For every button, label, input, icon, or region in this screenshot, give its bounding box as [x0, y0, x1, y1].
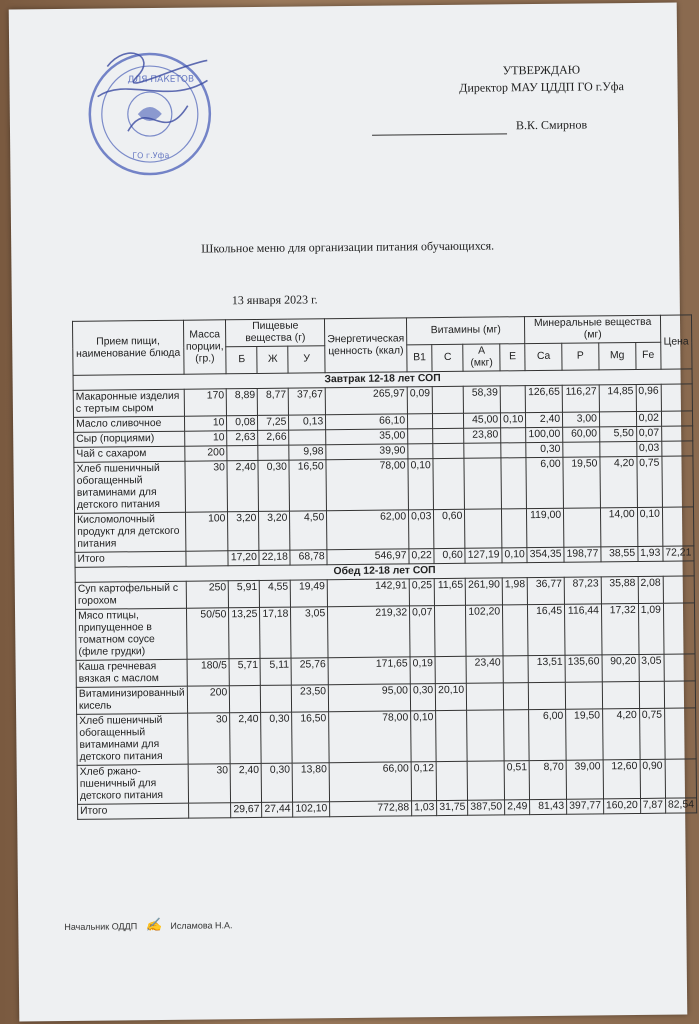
value-cell: 5,50 [599, 426, 636, 441]
value-cell: 6,00 [526, 457, 563, 508]
value-cell: 81,43 [530, 799, 567, 814]
value-cell: 102,20 [466, 605, 503, 656]
value-cell: 1,98 [502, 578, 528, 605]
value-cell [600, 441, 637, 456]
value-cell: 0,90 [640, 759, 666, 798]
dish-name-cell: Итого [78, 803, 189, 819]
value-cell [501, 428, 526, 443]
header-a: А (мкг) [463, 344, 500, 371]
header-zh: Ж [257, 346, 288, 373]
value-cell: 7,87 [640, 798, 665, 813]
value-cell [467, 683, 504, 710]
value-cell: 39,90 [326, 444, 408, 460]
value-cell [662, 456, 694, 507]
value-cell: 354,35 [527, 547, 564, 562]
value-cell [227, 445, 258, 460]
value-cell: 546,97 [327, 549, 409, 565]
menu-table-body [73, 369, 697, 819]
value-cell: 219,32 [328, 606, 410, 658]
header-name: Прием пищи, наименование блюда [72, 320, 183, 375]
dish-name-cell: Макаронные изделия с тертым сыром [73, 389, 184, 417]
value-cell: 1,93 [638, 546, 663, 561]
value-cell: 82,54 [665, 798, 696, 813]
value-cell: 2,49 [505, 800, 530, 815]
value-cell: 16,50 [292, 712, 329, 763]
value-cell: 66,00 [329, 762, 411, 802]
value-cell [564, 508, 601, 547]
value-cell: 66,10 [326, 414, 408, 430]
value-cell: 10 [184, 431, 227, 446]
footer-position: Начальник ОДДП [64, 921, 138, 932]
value-cell: 2,66 [258, 430, 289, 445]
value-cell: 3,05 [639, 654, 665, 681]
value-cell [467, 710, 504, 761]
value-cell: 9,98 [289, 445, 326, 460]
value-cell: 0,30 [526, 442, 563, 457]
value-cell: 0,25 [409, 579, 435, 606]
value-cell: 250 [186, 581, 229, 608]
value-cell: 16,50 [289, 460, 326, 511]
signature-line [372, 121, 507, 135]
value-cell: 0,10 [637, 507, 663, 546]
value-cell [662, 426, 693, 441]
value-cell [289, 430, 326, 445]
value-cell: 13,51 [528, 655, 565, 682]
table-row [77, 759, 696, 804]
value-cell [432, 386, 463, 413]
value-cell: 30 [187, 713, 230, 764]
value-cell: 0,19 [410, 657, 436, 684]
value-cell: 8,77 [258, 388, 289, 415]
value-cell [501, 458, 527, 509]
value-cell [639, 681, 665, 708]
value-cell: 160,20 [603, 798, 640, 813]
value-cell: 0,03 [636, 441, 661, 456]
value-cell: 135,60 [565, 655, 602, 682]
value-cell [435, 656, 466, 683]
value-cell: 0,30 [410, 684, 436, 711]
value-cell: 0,10 [501, 413, 526, 428]
value-cell: 31,75 [437, 800, 468, 815]
value-cell [563, 442, 600, 457]
value-cell [662, 507, 693, 546]
value-cell: 23,40 [466, 656, 503, 683]
value-cell: 22,18 [259, 550, 290, 565]
stamp-text-2: ГО г.Уфа [132, 150, 170, 161]
value-cell [504, 710, 530, 761]
value-cell: 100 [185, 512, 228, 551]
value-cell [665, 759, 696, 798]
handwritten-signature-icon: ✍ [145, 917, 162, 934]
value-cell [433, 443, 464, 458]
table-row [74, 507, 693, 552]
value-cell: 13,25 [229, 607, 261, 658]
approval-name: В.К. Смирнов [515, 117, 588, 133]
value-cell: 0,02 [636, 411, 661, 426]
value-cell: 62,00 [327, 510, 409, 550]
value-cell [258, 445, 289, 460]
menu-table [72, 314, 697, 819]
table-row [76, 603, 695, 660]
value-cell [408, 444, 433, 459]
value-cell: 170 [184, 389, 227, 416]
value-cell: 35,00 [326, 429, 408, 445]
dish-name-cell: Масло сливочное [73, 416, 184, 432]
value-cell: 0,60 [434, 509, 465, 548]
value-cell: 4,55 [260, 580, 291, 607]
value-cell [501, 443, 526, 458]
value-cell [465, 509, 502, 548]
value-cell: 0,30 [261, 712, 293, 763]
value-cell: 30 [185, 461, 228, 512]
value-cell [408, 414, 433, 429]
value-cell: 116,44 [565, 604, 602, 655]
value-cell: 0,09 [407, 387, 433, 414]
stamp-text: ДЛЯ ПАКЕТОВ [127, 74, 195, 86]
value-cell [464, 458, 501, 509]
value-cell: 1,03 [412, 801, 437, 816]
value-cell: 0,07 [410, 606, 436, 657]
value-cell: 0,30 [258, 460, 290, 511]
approval-position: Директор МАУ ЦДДП ГО г.Уфа [459, 79, 624, 95]
value-cell [662, 441, 693, 456]
value-cell: 50/50 [186, 608, 229, 659]
value-cell: 1,09 [638, 603, 664, 654]
value-cell [500, 386, 526, 413]
value-cell [433, 413, 464, 428]
value-cell: 20,10 [436, 683, 467, 710]
value-cell: 72,21 [663, 546, 694, 561]
value-cell [502, 509, 528, 548]
value-cell: 17,18 [260, 607, 292, 658]
value-cell [529, 682, 566, 709]
value-cell: 387,50 [468, 800, 505, 815]
header-energy: Энергетическая ценность (ккал) [325, 318, 407, 373]
value-cell [467, 761, 504, 800]
value-cell: 0,03 [409, 510, 435, 549]
value-cell: 261,90 [465, 578, 502, 605]
value-cell [599, 411, 636, 426]
footer-name: Исламова Н.А. [170, 920, 233, 931]
value-cell: 3,20 [259, 511, 290, 550]
value-cell: 4,20 [600, 456, 637, 507]
value-cell: 68,78 [290, 550, 327, 565]
value-cell: 17,32 [601, 603, 638, 654]
value-cell: 23,50 [292, 685, 329, 712]
value-cell [602, 681, 639, 708]
value-cell: 0,51 [504, 761, 530, 800]
value-cell [408, 429, 433, 444]
dish-name-cell: Сыр (порциями) [74, 431, 185, 447]
value-cell: 200 [185, 446, 228, 461]
value-cell: 142,91 [327, 579, 409, 607]
value-cell: 13,80 [293, 763, 330, 802]
value-cell: 171,65 [328, 657, 410, 685]
header-b: Б [226, 346, 257, 373]
header-e: Е [500, 344, 526, 371]
value-cell: 30 [188, 764, 231, 803]
value-cell: 180/5 [187, 659, 230, 686]
value-cell: 8,89 [227, 388, 258, 415]
value-cell: 19,50 [563, 457, 600, 508]
value-cell: 100,00 [526, 427, 563, 442]
value-cell: 37,67 [289, 388, 326, 415]
table-row [74, 456, 693, 513]
value-cell: 0,10 [408, 459, 434, 510]
value-cell: 2,40 [230, 712, 262, 763]
header-minerals: Минеральные вещества (мг) [525, 315, 661, 343]
header-price: Цена [660, 315, 692, 369]
value-cell: 2,08 [638, 576, 664, 603]
value-cell: 198,77 [564, 547, 601, 562]
value-cell [464, 443, 501, 458]
dish-name-cell: Каша гречневая вязкая с маслом [76, 659, 187, 687]
value-cell [436, 710, 468, 761]
value-cell [503, 683, 529, 710]
value-cell: 0,96 [636, 384, 662, 411]
value-cell: 0,22 [409, 549, 434, 564]
value-cell: 14,00 [600, 507, 637, 546]
value-cell: 45,00 [464, 413, 501, 428]
value-cell: 116,27 [562, 385, 599, 412]
value-cell: 127,19 [465, 548, 502, 563]
value-cell: 29,67 [231, 802, 262, 817]
header-nutrients: Пищевые вещества (г) [226, 319, 325, 347]
document-page [9, 3, 695, 1022]
value-cell [436, 761, 467, 800]
value-cell [188, 803, 231, 818]
value-cell: 3,05 [291, 607, 328, 658]
value-cell: 119,00 [527, 508, 564, 547]
value-cell: 87,23 [564, 577, 601, 604]
value-cell [435, 605, 467, 656]
value-cell: 17,20 [228, 550, 259, 565]
dish-name-cell: Чай с сахаром [74, 446, 185, 462]
value-cell: 8,70 [529, 760, 566, 799]
value-cell: 6,00 [529, 709, 566, 760]
value-cell: 0,07 [636, 426, 661, 441]
value-cell: 23,80 [464, 428, 501, 443]
value-cell: 5,11 [260, 658, 291, 685]
value-cell: 16,45 [528, 604, 565, 655]
value-cell: 200 [187, 686, 230, 713]
section-title: Обед 12-18 лет СОП [75, 561, 694, 582]
approval-title: УТВЕРЖДАЮ [502, 62, 581, 78]
value-cell [661, 384, 692, 411]
value-cell: 19,50 [566, 709, 603, 760]
value-cell: 2,40 [230, 763, 261, 802]
value-cell: 397,77 [567, 799, 604, 814]
dish-name-cell: Хлеб ржано-пшеничный для детского питания [77, 764, 188, 804]
value-cell: 11,65 [434, 578, 465, 605]
value-cell: 27,44 [262, 802, 293, 817]
value-cell [261, 685, 292, 712]
dish-name-cell: Хлеб пшеничный обогащенный витаминами для детского питания [74, 461, 185, 513]
value-cell: 772,88 [330, 801, 412, 817]
value-cell [503, 605, 529, 656]
value-cell [433, 458, 465, 509]
value-cell: 2,40 [526, 412, 563, 427]
value-cell: 126,65 [525, 385, 562, 412]
document-title: Школьное меню для организации питания обучающихся. [201, 238, 495, 256]
value-cell [186, 551, 229, 566]
value-cell: 0,75 [637, 456, 663, 507]
value-cell: 0,13 [289, 415, 326, 430]
value-cell [503, 656, 529, 683]
value-cell: 2,63 [227, 430, 258, 445]
value-cell: 4,20 [602, 708, 639, 759]
value-cell: 14,85 [599, 384, 636, 411]
value-cell: 95,00 [328, 684, 410, 712]
value-cell: 0,60 [434, 548, 465, 563]
table-row [77, 708, 696, 765]
value-cell: 78,00 [329, 711, 411, 763]
value-cell: 90,20 [602, 654, 639, 681]
value-cell: 3,00 [563, 412, 600, 427]
header-c: C [432, 344, 463, 371]
value-cell: 60,00 [563, 427, 600, 442]
header-mass: Масса порции, (гр.) [183, 320, 226, 374]
value-cell: 7,25 [258, 415, 289, 430]
value-cell: 0,75 [639, 708, 665, 759]
value-cell: 0,30 [261, 763, 292, 802]
value-cell: 0,10 [411, 711, 437, 762]
value-cell [663, 603, 695, 654]
value-cell: 0,08 [227, 415, 258, 430]
value-cell: 78,00 [326, 459, 408, 511]
dish-name-cell: Суп картофельный с горохом [75, 581, 186, 609]
value-cell: 10 [184, 416, 227, 431]
value-cell [664, 708, 696, 759]
value-cell: 25,76 [291, 658, 328, 685]
approval-block [421, 61, 661, 133]
value-cell [664, 681, 695, 708]
value-cell [433, 428, 464, 443]
value-cell [565, 682, 602, 709]
dish-name-cell: Итого [75, 551, 186, 567]
header-ca: Ca [525, 343, 562, 370]
value-cell: 5,91 [229, 580, 260, 607]
header-mg: Mg [599, 342, 636, 369]
value-cell: 2,40 [227, 460, 259, 511]
dish-name-cell: Хлеб пшеничный обогащенный витаминами для детского питания [77, 713, 188, 765]
header-fe: Fe [635, 342, 661, 369]
value-cell: 265,97 [325, 387, 407, 415]
value-cell: 4,50 [290, 511, 327, 550]
value-cell: 36,77 [528, 577, 565, 604]
value-cell [663, 576, 694, 603]
value-cell: 5,71 [229, 658, 260, 685]
value-cell: 35,88 [601, 576, 638, 603]
value-cell: 12,60 [603, 759, 640, 798]
value-cell: 3,20 [228, 511, 259, 550]
value-cell: 0,12 [411, 762, 437, 801]
dish-name-cell: Витаминизированный кисель [76, 686, 187, 714]
value-cell [664, 654, 695, 681]
value-cell: 19,49 [291, 580, 328, 607]
footer-signature [64, 917, 232, 934]
value-cell: 102,10 [293, 802, 330, 817]
value-cell [661, 411, 692, 426]
dish-name-cell: Кисломолочный продукт для детского питания [74, 512, 185, 552]
official-stamp [67, 35, 218, 177]
value-cell: 38,55 [601, 546, 638, 561]
header-b1: B1 [407, 345, 433, 372]
document-date: 13 января 2023 г. [231, 292, 318, 308]
value-cell: 0,10 [502, 548, 527, 563]
dish-name-cell: Мясо птицы, припущенное в томатном соусе (филе грудки) [76, 608, 187, 660]
header-u: У [288, 346, 325, 373]
section-title: Завтрак 12-18 лет СОП [73, 369, 692, 390]
header-p: P [562, 343, 599, 370]
header-vitamins: Витамины (мг) [407, 317, 526, 345]
value-cell: 39,00 [566, 760, 603, 799]
value-cell [230, 685, 261, 712]
value-cell: 58,39 [463, 386, 500, 413]
